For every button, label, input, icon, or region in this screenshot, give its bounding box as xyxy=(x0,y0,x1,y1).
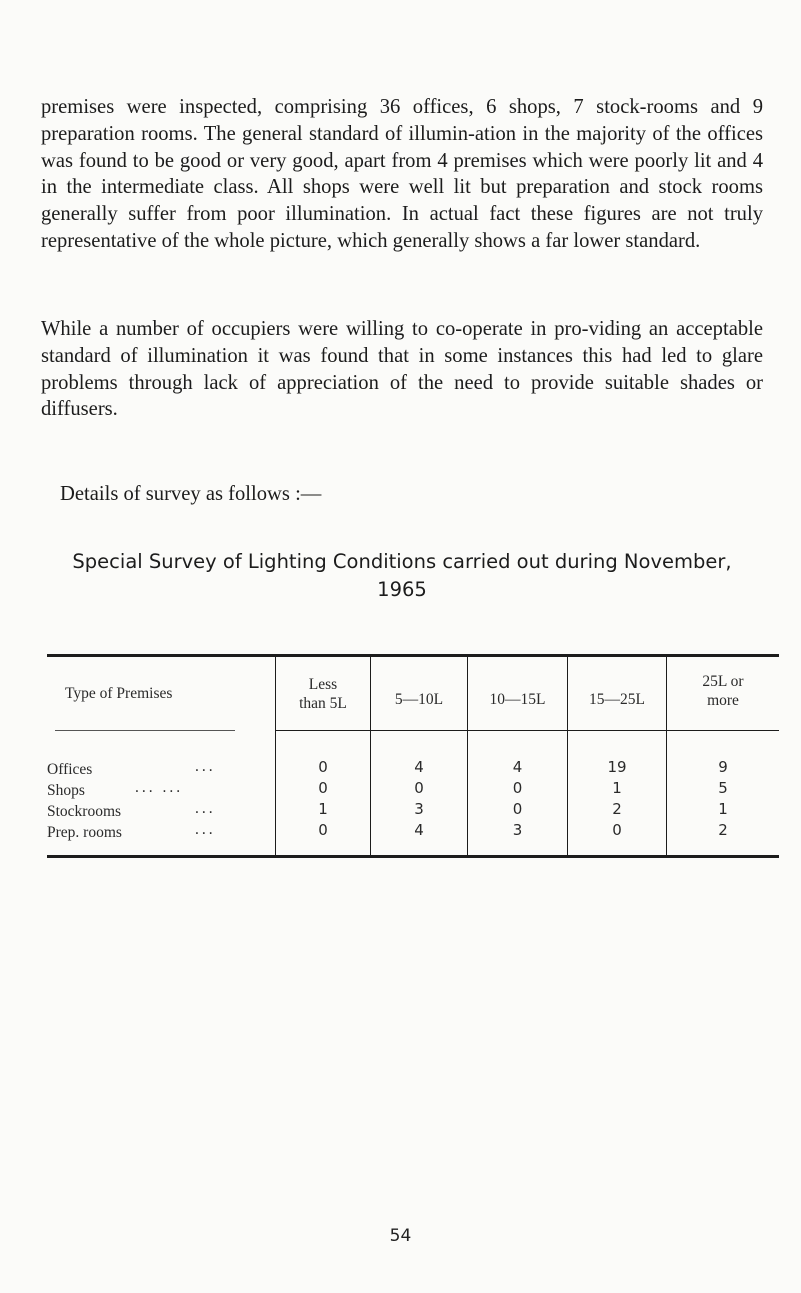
header-rule xyxy=(275,730,779,731)
table-cell: 3 xyxy=(414,800,424,818)
table-row-label xyxy=(47,780,267,801)
table-cell: 1 xyxy=(318,800,328,818)
table-cell: 1 xyxy=(718,800,728,818)
header-10-15l xyxy=(468,657,567,730)
table-cell: 0 xyxy=(512,779,523,797)
header-label: 15—25L xyxy=(589,691,645,708)
table-cell: 3 xyxy=(512,821,523,839)
leader-dots: ... xyxy=(195,821,216,838)
header-25l-or-more xyxy=(667,657,779,730)
row-label: Stockrooms xyxy=(47,803,122,820)
table-cell: 0 xyxy=(318,779,328,797)
header-label: 10—15L xyxy=(489,691,546,708)
table-row-label xyxy=(47,822,267,843)
table-cell: 2 xyxy=(612,800,622,818)
table-cell: 0 xyxy=(318,758,328,776)
table-cell: 5 xyxy=(718,779,728,797)
paragraph-details-intro: Details of survey as follows :— xyxy=(60,483,322,505)
table-cell: 2 xyxy=(718,821,728,839)
leader-dots: ... xyxy=(195,800,216,817)
header-5-10l xyxy=(371,657,467,730)
header-label: 25L or more xyxy=(702,672,744,709)
header-label: 5—10L xyxy=(394,691,444,708)
header-label: Less than 5L xyxy=(299,675,347,712)
row-label: Shops xyxy=(47,782,85,799)
table-cell: 4 xyxy=(512,758,523,776)
header-label: Type of Premises xyxy=(65,685,173,702)
table-cell: 4 xyxy=(414,821,424,839)
lighting-survey-table xyxy=(47,654,779,859)
stub-header-rule xyxy=(55,730,235,731)
leader-dots: ... xyxy=(195,758,216,775)
table-cell: 0 xyxy=(318,821,328,839)
table-cell: 19 xyxy=(607,758,627,776)
table-cell: 4 xyxy=(414,758,424,776)
row-label: Prep. rooms xyxy=(47,824,122,841)
row-label: Offices xyxy=(47,761,93,778)
paragraph-inspection-summary: premises were inspected, comprising 36 offices, 6 shops, 7 stock-rooms and 9 preparation rooms. The general standard of illumin-ation in the majority of the offices was found to be good or very good, apart from 4 premises which were poorly lit and 4 in the intermediate class. All shops were well lit but preparation and stock rooms generally suffer from poor illumination. In actual fact these figures are not truly representative of the whole picture, which generally shows a far lower standard. xyxy=(41,96,763,252)
leader-dots: ... ... xyxy=(135,779,184,796)
table-cell: 0 xyxy=(414,779,424,797)
paragraph-occupiers: While a number of occupiers were willing to co-operate in pro-viding an acceptable standard of illumination it was found that in some instances this had led to glare problems through lack of appreciation of the need to provide suitable shades or diffusers. xyxy=(41,318,763,421)
table-row-label xyxy=(47,801,267,822)
table-cell: 1 xyxy=(612,779,622,797)
table-cell: 0 xyxy=(512,800,523,818)
table-cell: 0 xyxy=(612,821,622,839)
table-cell: 9 xyxy=(718,758,728,776)
table-title-year: 1965 xyxy=(377,578,427,601)
table-title: Special Survey of Lighting Conditions carried out during November, xyxy=(72,550,732,573)
page-number: 54 xyxy=(389,1226,412,1246)
header-15-25l xyxy=(568,657,666,730)
header-type-of-premises xyxy=(47,657,275,730)
header-less-than-5l xyxy=(276,657,370,730)
table-bottom-rule xyxy=(47,855,779,858)
